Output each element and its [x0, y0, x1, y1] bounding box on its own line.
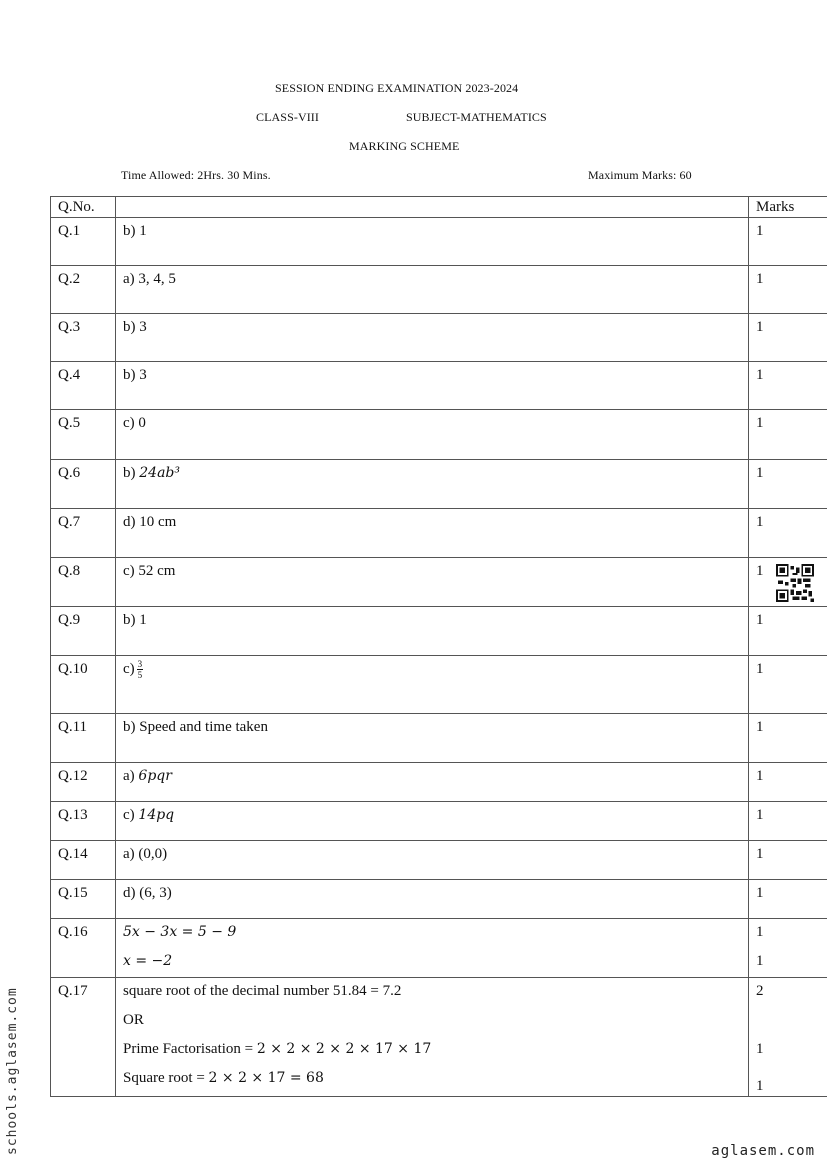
marks: 1: [749, 880, 827, 919]
answer: b) 1: [116, 218, 749, 266]
answer-prefix: c): [123, 807, 139, 823]
table-row: [51, 656, 827, 714]
table-row: [51, 714, 827, 763]
answer-line: [123, 1068, 741, 1088]
question-number: Q.8: [51, 558, 116, 607]
question-number: Q.4: [51, 362, 116, 410]
marks-line: 2: [756, 983, 764, 999]
marks: 1: [749, 558, 827, 607]
answer-prefix: Prime Factorisation =: [123, 1041, 257, 1057]
footer-watermark: aglasem.com: [711, 1143, 815, 1159]
answer: b) 1: [116, 607, 749, 656]
question-number: Q.3: [51, 314, 116, 362]
answer: d) 10 cm: [116, 509, 749, 558]
table-row: [51, 410, 827, 460]
answer: [116, 802, 749, 841]
class-label: CLASS-VIII: [256, 110, 319, 124]
question-number: Q.5: [51, 410, 116, 460]
question-number: Q.10: [51, 656, 116, 714]
answer-prefix: a): [123, 768, 139, 784]
marks: 1: [749, 460, 827, 509]
question-number: Q.11: [51, 714, 116, 763]
table-row: [51, 802, 827, 841]
question-number: Q.9: [51, 607, 116, 656]
table-row: [51, 558, 827, 607]
table-row: [51, 509, 827, 558]
marks: [749, 919, 827, 978]
question-number: Q.15: [51, 880, 116, 919]
table-row: [51, 460, 827, 509]
answer-math: 6pqr: [138, 768, 172, 784]
answer: b) Speed and time taken: [116, 714, 749, 763]
answer: [116, 919, 749, 978]
table-row: [51, 841, 827, 880]
scheme-label: MARKING SCHEME: [349, 139, 460, 153]
answer-line: 5x − 3x = 5 − 9: [123, 924, 237, 940]
answer: [116, 763, 749, 802]
marks: 1: [749, 509, 827, 558]
answer-line: x = −2: [123, 953, 173, 969]
table-row: [51, 919, 827, 978]
answer: a) (0,0): [116, 841, 749, 880]
answer: a) 3, 4, 5: [116, 266, 749, 314]
subject-label: SUBJECT-MATHEMATICS: [406, 110, 547, 124]
question-number: Q.14: [51, 841, 116, 880]
answer: d) (6, 3): [116, 880, 749, 919]
marking-scheme-table: [50, 196, 827, 1097]
col-header-answer: [116, 197, 749, 218]
table-row: [51, 763, 827, 802]
marks: 1: [749, 410, 827, 460]
marks: 1: [749, 266, 827, 314]
table-row: [51, 218, 827, 266]
answer: [116, 460, 749, 509]
fraction: [137, 659, 144, 680]
qr-code-icon: [776, 564, 814, 602]
answer-math: 2 × 2 × 17 = 68: [208, 1070, 324, 1086]
marks: 1: [749, 362, 827, 410]
col-header-marks: Marks: [749, 197, 827, 218]
fraction-numerator: 3: [137, 659, 143, 670]
col-header-qno: Q.No.: [51, 197, 116, 218]
time-allowed: Time Allowed: 2Hrs. 30 Mins.: [121, 168, 271, 182]
exam-title: SESSION ENDING EXAMINATION 2023-2024: [275, 81, 519, 95]
answer: b) 3: [116, 314, 749, 362]
table-header-row: [51, 197, 827, 218]
table-row: [51, 607, 827, 656]
answer: b) 3: [116, 362, 749, 410]
answer: c) 52 cm: [116, 558, 749, 607]
question-number: Q.7: [51, 509, 116, 558]
answer-line: [123, 1039, 741, 1068]
marks-line: 1: [756, 1041, 764, 1057]
answer-math: 14pq: [138, 807, 175, 823]
question-number: Q.12: [51, 763, 116, 802]
answer-prefix: Square root =: [123, 1070, 209, 1086]
answer-line: square root of the decimal number 51.84 = 7.2: [123, 983, 402, 999]
question-number: Q.1: [51, 218, 116, 266]
table-row: [51, 978, 827, 1097]
marks-line: 1: [756, 953, 764, 969]
question-number: Q.17: [51, 978, 116, 1097]
fraction-denominator: 5: [137, 670, 143, 681]
question-number: Q.2: [51, 266, 116, 314]
marks: 1: [749, 314, 827, 362]
side-watermark: schools.aglasem.com: [5, 987, 20, 1155]
marks: 1: [749, 714, 827, 763]
marks: 1: [749, 218, 827, 266]
answer-prefix: c): [123, 661, 135, 677]
marks: 1: [749, 763, 827, 802]
answer-math: 24ab³: [139, 465, 180, 481]
table-row: [51, 266, 827, 314]
table-row: [51, 314, 827, 362]
marks: 1: [749, 656, 827, 714]
question-number: Q.13: [51, 802, 116, 841]
answer: c) 0: [116, 410, 749, 460]
answer: [116, 656, 749, 714]
answer-math: 2 × 2 × 2 × 2 × 17 × 17: [256, 1041, 432, 1057]
question-number: Q.16: [51, 919, 116, 978]
marks: 1: [749, 607, 827, 656]
marks-line: 1: [756, 924, 764, 940]
answer-line: OR: [123, 1012, 144, 1028]
question-number: Q.6: [51, 460, 116, 509]
marks: 1: [749, 841, 827, 880]
marks: 1: [749, 802, 827, 841]
marks: [749, 978, 827, 1097]
answer: [116, 978, 749, 1097]
table-row: [51, 362, 827, 410]
answer-prefix: b): [123, 465, 140, 481]
marks-line: 1: [756, 1078, 764, 1094]
table-row: [51, 880, 827, 919]
max-marks: Maximum Marks: 60: [588, 168, 692, 182]
